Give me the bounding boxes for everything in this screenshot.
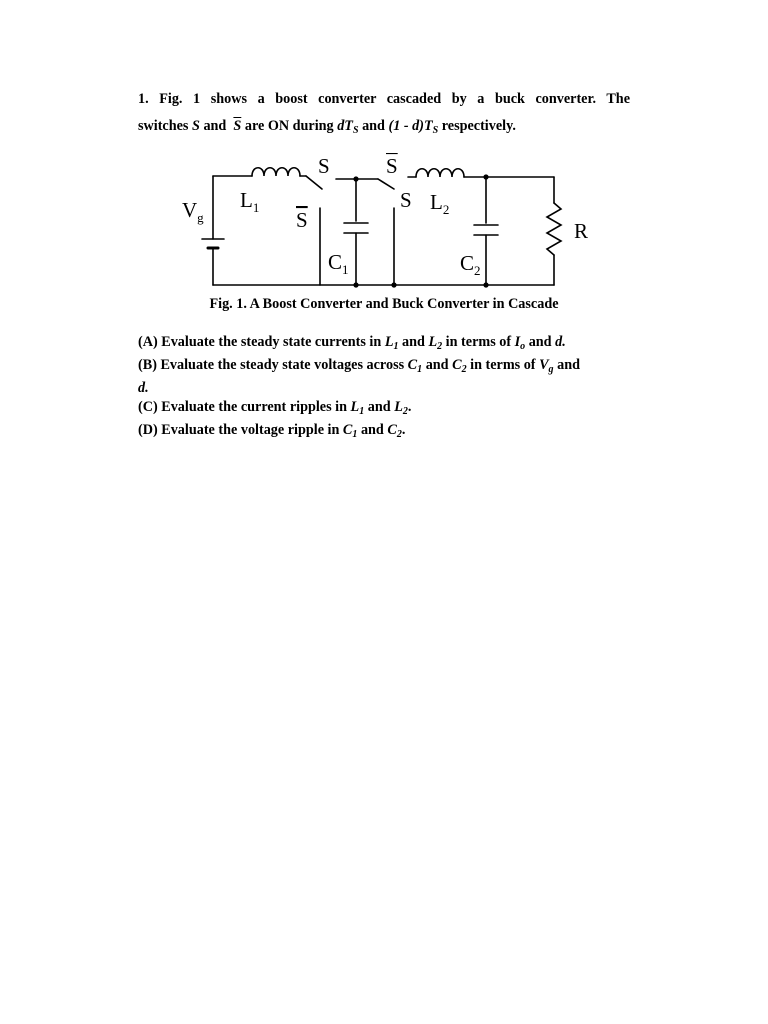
symbol-vg: V xyxy=(539,357,549,373)
problem-line-1 xyxy=(138,86,630,113)
text-fragment: are ON during xyxy=(244,118,334,134)
symbol-c2: C xyxy=(387,422,397,438)
text-fragment: in terms of xyxy=(445,334,512,350)
label-sbar-top: S xyxy=(386,154,398,178)
symbol-l2: L xyxy=(428,334,438,350)
text-fragment: and xyxy=(367,399,391,415)
symbol-l2: L xyxy=(394,399,403,415)
question-list xyxy=(138,333,630,444)
text-fragment: . xyxy=(401,422,406,438)
figure-caption: Fig. 1. A Boost Converter and Buck Converter in Cascade xyxy=(209,296,559,312)
subscript: 2 xyxy=(437,341,443,352)
switch-s-symbol: S xyxy=(192,118,200,134)
question-d xyxy=(138,421,630,444)
duty-on-time-main: dT xyxy=(337,118,353,134)
subscript: g xyxy=(548,364,554,375)
circuit-figure xyxy=(180,153,588,293)
symbol-c1: C xyxy=(342,422,353,438)
text-fragment: and xyxy=(528,334,552,350)
node-dot-switch-bottom xyxy=(391,282,396,287)
duty-off-time xyxy=(389,118,439,134)
text-fragment: (C) Evaluate the current ripples in xyxy=(138,399,347,415)
question-a xyxy=(138,333,630,356)
text-fragment: switches xyxy=(138,118,189,134)
symbol-io: I xyxy=(514,334,521,350)
subscript: 2 xyxy=(402,406,408,417)
label-s-right: S xyxy=(400,188,412,212)
symbol-d: d. xyxy=(138,380,149,396)
label-s-top: S xyxy=(318,154,330,178)
inductor-l2 xyxy=(416,169,464,177)
text-fragment: and xyxy=(425,357,449,373)
switch-sbar-top-blade xyxy=(378,179,394,189)
subscript: 1 xyxy=(393,341,399,352)
text-fragment: (D) Evaluate the voltage ripple in xyxy=(138,422,340,438)
label-sbar-left: S xyxy=(296,208,308,232)
problem-number: 1. xyxy=(138,91,149,107)
node-dot-c2-top xyxy=(483,174,488,179)
resistor-r xyxy=(547,203,561,255)
label-vg: $V_g$ xyxy=(182,198,204,225)
symbol-c2: C xyxy=(452,357,462,373)
question-b xyxy=(138,356,630,398)
label-r: R xyxy=(574,219,588,243)
duty-on-time-sub: S xyxy=(352,125,359,136)
label-l1: $L_1$ xyxy=(240,188,260,215)
label-l2: $L_2$ xyxy=(430,190,450,217)
text-fragment: respectively. xyxy=(441,118,516,134)
text-fragment: and xyxy=(557,357,580,373)
node-dot-c2-bottom xyxy=(483,282,488,287)
text-fragment: and xyxy=(402,334,425,350)
text-fragment: and xyxy=(362,118,385,134)
symbol-l1: L xyxy=(350,399,360,415)
text-fragment: and xyxy=(360,422,384,438)
duty-off-time-main: (1 - d)T xyxy=(388,118,433,134)
question-c xyxy=(138,398,630,421)
symbol-d: d. xyxy=(555,334,566,350)
switch-s-bar-symbol: $\overline{S}$ xyxy=(233,118,242,134)
label-c1: $C_1$ xyxy=(328,250,349,277)
label-c2: $C_2$ xyxy=(460,251,481,278)
node-dot-c1-top xyxy=(353,176,358,181)
subscript: 2 xyxy=(396,429,402,440)
subscript: 2 xyxy=(461,364,467,375)
duty-off-time-sub: S xyxy=(432,125,439,136)
subscript: 1 xyxy=(359,406,365,417)
inductor-l1 xyxy=(252,168,300,176)
text-fragment: (B) Evaluate the steady state voltages across xyxy=(138,357,405,373)
duty-on-time xyxy=(337,118,358,134)
problem-statement xyxy=(138,86,630,144)
subscript: o xyxy=(520,341,526,352)
symbol-l1: L xyxy=(384,334,394,350)
circuit-diagram xyxy=(180,153,588,293)
text-fragment: . xyxy=(407,399,412,415)
text-fragment: in terms of xyxy=(470,357,536,373)
problem-line-2 xyxy=(138,113,630,144)
symbol-c1: C xyxy=(407,357,418,373)
text-fragment: (A) Evaluate the steady state currents in xyxy=(138,334,382,350)
subscript: 1 xyxy=(352,429,358,440)
problem-line-1-text: Fig. 1 shows a boost converter cascaded by a buck converter. The xyxy=(159,91,630,107)
node-dot-c1-bottom xyxy=(353,282,358,287)
subscript: 1 xyxy=(417,364,423,375)
text-fragment: and xyxy=(203,118,227,134)
